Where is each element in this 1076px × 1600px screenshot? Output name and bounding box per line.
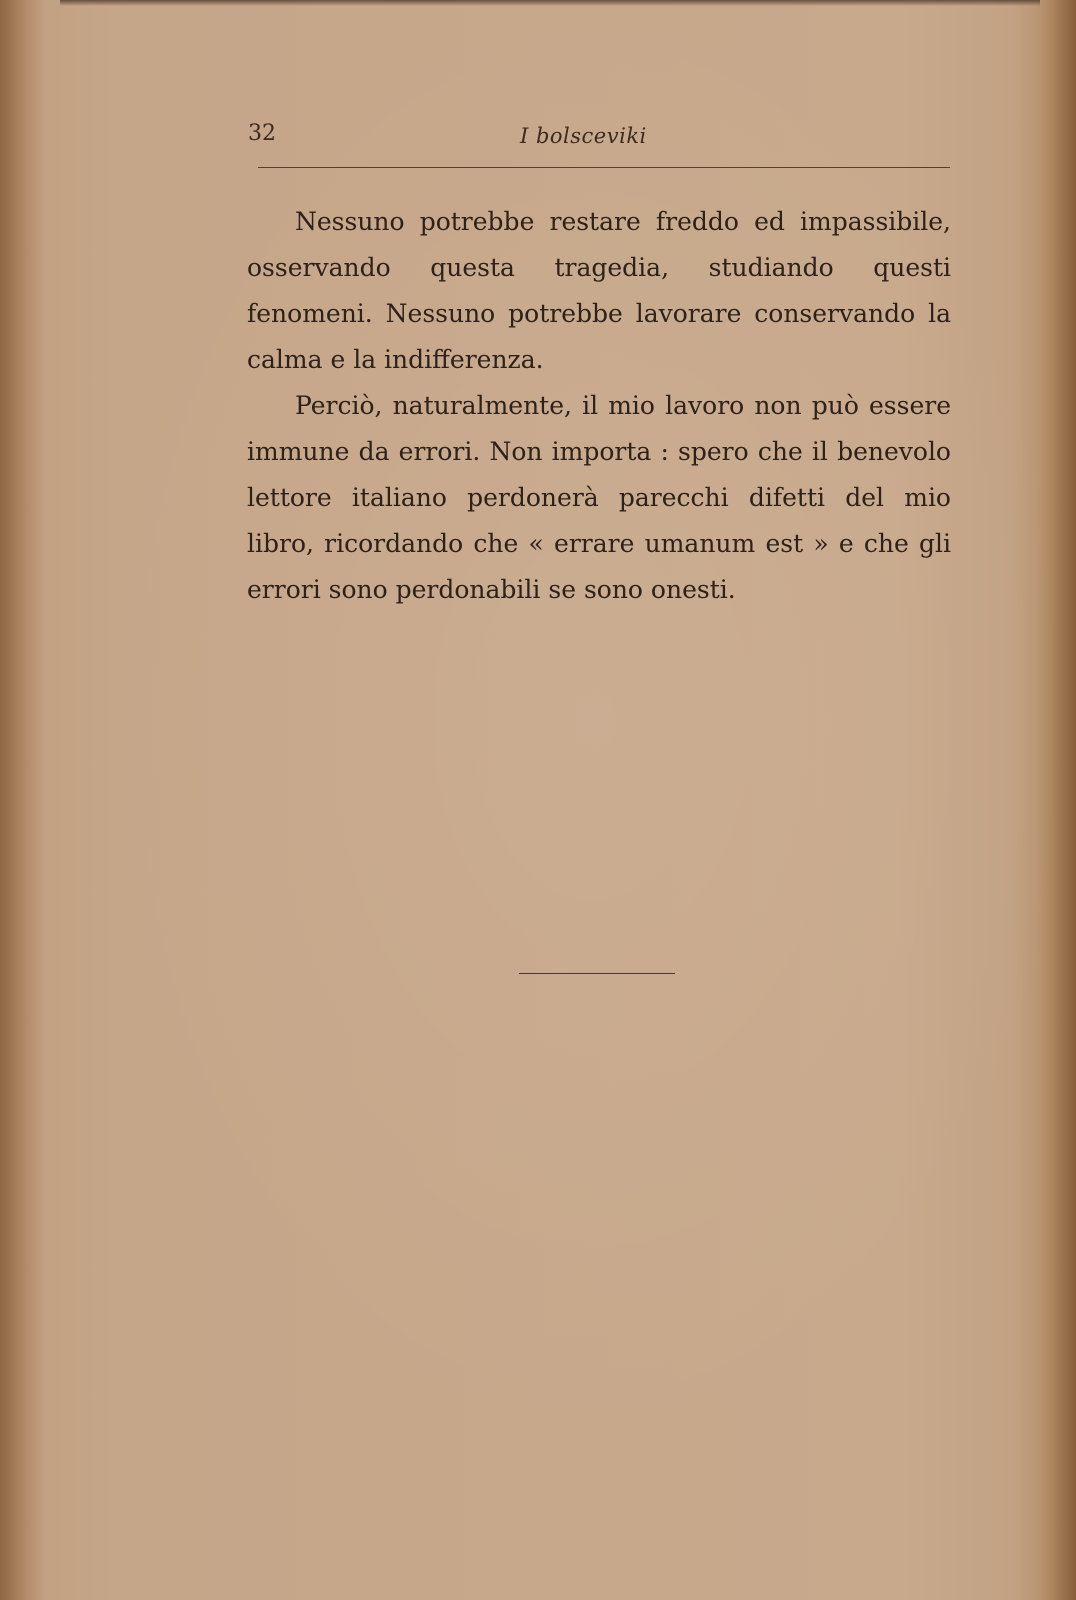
end-rule [519,973,675,974]
page-number: 32 [248,121,276,146]
running-title: I bolsceviki [520,124,647,148]
paragraph: Perciò, naturalmente, il mio lavoro non può essere immune da errori. Non importa : spero che il benevolo lettore italiano perdonerà parecchi difetti del mio libro, ricordando che « errare umanum est » e che gli errori sono perdonabili se sono onesti. [247,391,951,604]
page-left-edge-shadow [0,0,44,1600]
page-right-edge-shadow [1036,0,1076,1600]
page-top-edge-shadow [60,0,1040,6]
paragraph: Nessuno potrebbe restare freddo ed impassibile, osservando questa tragedia, studiando questi fenomeni. Nessuno potrebbe lavorare conservando la calma e la indifferenza. [247,207,951,374]
body-text [247,199,951,613]
header-rule [258,167,950,168]
